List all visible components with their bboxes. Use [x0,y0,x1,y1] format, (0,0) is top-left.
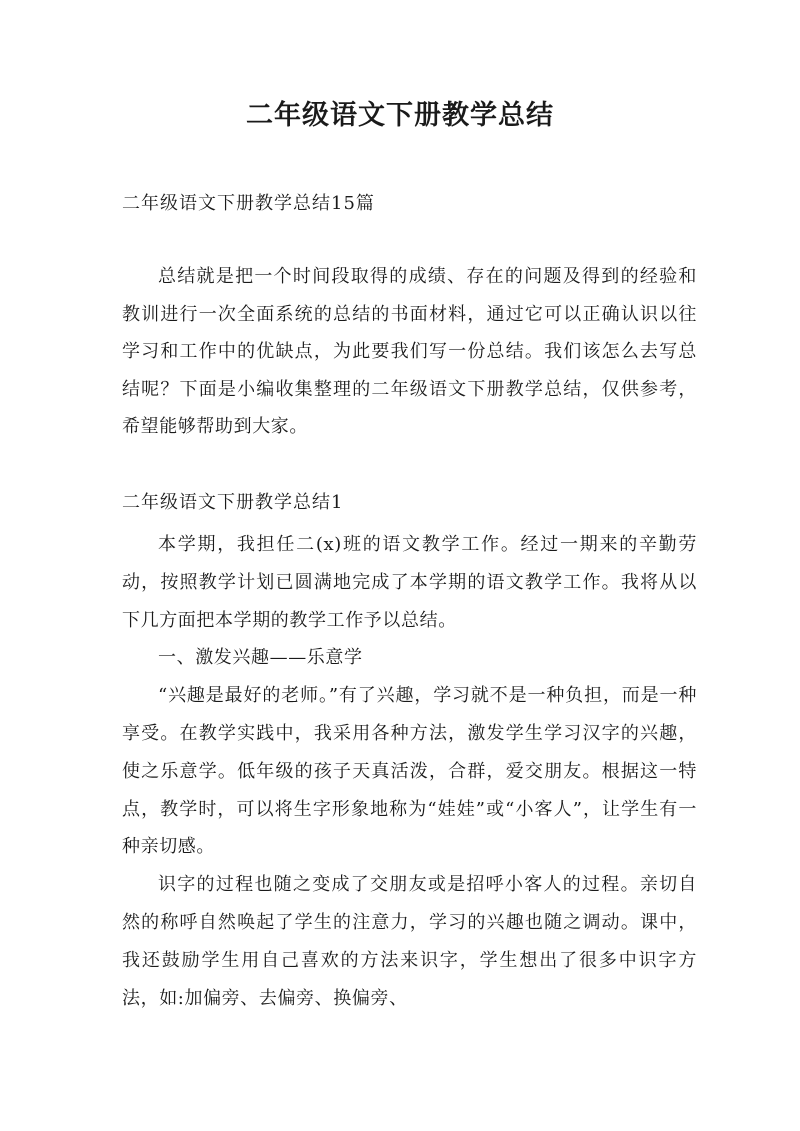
section-heading: 二年级语文下册教学总结1 [122,492,344,513]
body-paragraph: 识字的过程也随之变成了交朋友或是招呼小客人的过程。亲切自然的称呼自然唤起了学生的注意力，学习的兴趣也随之调动。课中，我还鼓励学生用自己喜欢的方法来识字，学生想出了很多中识字方法，如:加偏旁、去偏旁、换偏旁、 [122,874,697,1009]
body-paragraph: “兴趣是最好的老师。”有了兴趣，学习就不是一种负担，而是一种享受。在教学实践中，我采用各种方法，激发学生学习汉字的兴趣，使之乐意学。低年级的孩子天真活泼，合群，爱交朋友。根据这一特点，教学时，可以将生字形象地称为“娃娃”或“小客人”，让学生有一种亲切感。 [122,685,697,858]
intro-block [122,258,697,446]
intro-paragraph: 总结就是把一个时间段取得的成绩、存在的问题及得到的经验和教训进行一次全面系统的总结的书面材料，通过它可以正确认识以往学习和工作中的优缺点，为此要我们写一份总结。我们该怎么去写总结呢？下面是小编收集整理的二年级语文下册教学总结，仅供参考，希望能够帮助到大家。 [122,266,697,437]
body-paragraph: 本学期，我担任二(x)班的语文教学工作。经过一期来的辛勤劳动，按照教学计划已圆满地完成了本学期的语文教学工作。我将从以下几方面把本学期的教学工作予以总结。 [122,534,697,631]
document-subtitle: 二年级语文下册教学总结15篇 [122,193,375,214]
point-heading: 一、激发兴趣——乐意学 [158,647,363,669]
document-title: 二年级语文下册教学总结 [246,100,554,131]
section-body [122,526,697,1017]
